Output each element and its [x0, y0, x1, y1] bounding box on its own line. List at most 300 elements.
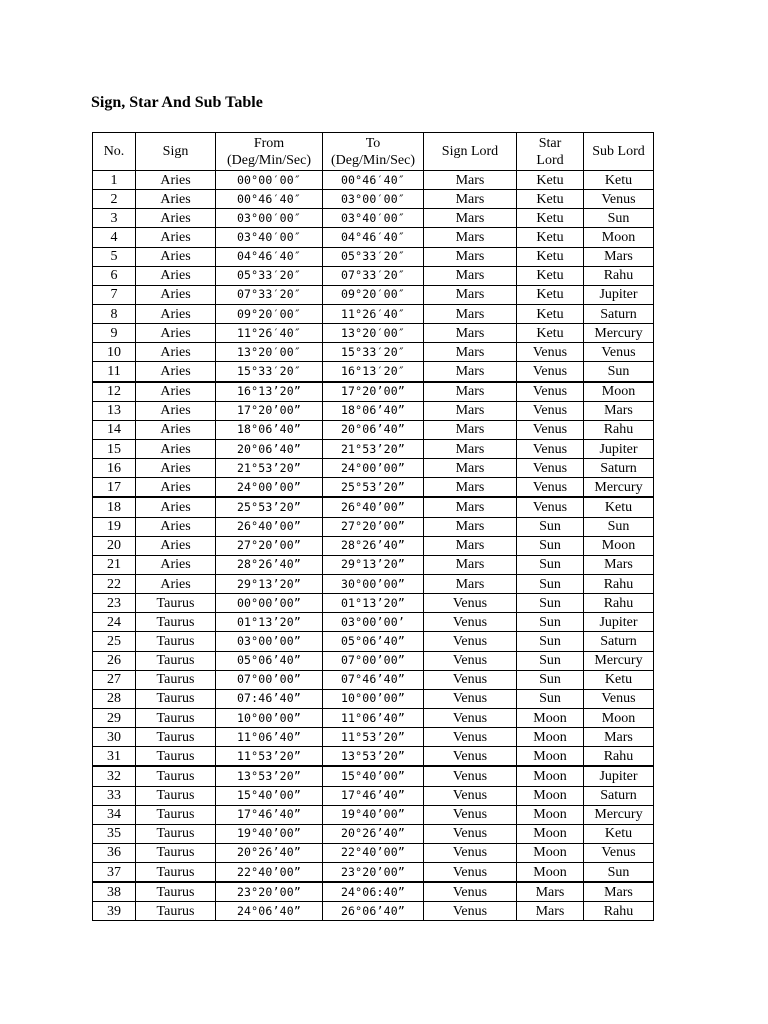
- sign-cell: Aries: [136, 171, 216, 190]
- to-cell: 23°20’00”: [323, 863, 424, 883]
- row-number: 3: [93, 209, 136, 228]
- sub-lord-cell: Venus: [584, 190, 654, 209]
- table-row: [93, 843, 654, 862]
- from-cell: 27°20’00”: [216, 536, 323, 555]
- table-row: [93, 190, 654, 209]
- from-cell: 04°46′40″: [216, 247, 323, 266]
- header-sub-lord-label: Sub Lord: [592, 144, 645, 159]
- from-cell: 17°20’00”: [216, 401, 323, 420]
- to-cell: 28°26’40”: [323, 536, 424, 555]
- row-number: 11: [93, 362, 136, 382]
- row-number: 2: [93, 190, 136, 209]
- star-lord-cell: Moon: [517, 824, 584, 843]
- row-number: 22: [93, 574, 136, 593]
- star-lord-cell: Venus: [517, 401, 584, 420]
- sign-cell: Aries: [136, 190, 216, 209]
- to-cell: 25°53’20”: [323, 478, 424, 498]
- to-cell: 19°40’00”: [323, 805, 424, 824]
- sub-lord-cell: Saturn: [584, 786, 654, 805]
- sub-lord-cell: Rahu: [584, 594, 654, 613]
- header-sign-lord: [424, 133, 517, 171]
- row-number: 6: [93, 266, 136, 285]
- star-lord-cell: Sun: [517, 555, 584, 574]
- from-cell: 28°26’40”: [216, 555, 323, 574]
- from-cell: 11°06’40”: [216, 728, 323, 747]
- row-number: 28: [93, 689, 136, 708]
- table-row: [93, 228, 654, 247]
- to-cell: 07°46’40”: [323, 670, 424, 689]
- from-cell: 05°33′20″: [216, 266, 323, 285]
- sub-lord-cell: Rahu: [584, 420, 654, 439]
- from-cell: 11°26′40″: [216, 324, 323, 343]
- sign-lord-cell: Venus: [424, 651, 517, 670]
- sign-lord-cell: Mars: [424, 247, 517, 266]
- sign-cell: Aries: [136, 247, 216, 266]
- from-cell: 24°00’00”: [216, 478, 323, 498]
- from-cell: 17°46’40”: [216, 805, 323, 824]
- header-no-label: No.: [103, 144, 125, 159]
- sign-lord-cell: Venus: [424, 766, 517, 786]
- from-cell: 03°40′00″: [216, 228, 323, 247]
- header-row: [93, 133, 654, 171]
- sub-lord-cell: Sun: [584, 362, 654, 382]
- sign-lord-cell: Venus: [424, 594, 517, 613]
- sign-cell: Taurus: [136, 689, 216, 708]
- table-row: [93, 401, 654, 420]
- sign-lord-cell: Venus: [424, 689, 517, 708]
- table-row: [93, 555, 654, 574]
- table-row: [93, 574, 654, 593]
- sign-lord-cell: Venus: [424, 632, 517, 651]
- page-title: Sign, Star And Sub Table: [91, 94, 263, 111]
- to-cell: 26°06’40”: [323, 902, 424, 921]
- to-cell: 15°33′20″: [323, 343, 424, 362]
- from-cell: 00°00′00″: [216, 171, 323, 190]
- row-number: 1: [93, 171, 136, 190]
- star-lord-cell: Moon: [517, 805, 584, 824]
- sign-cell: Taurus: [136, 786, 216, 805]
- sub-lord-cell: Mars: [584, 882, 654, 902]
- sub-lord-cell: Ketu: [584, 497, 654, 517]
- to-cell: 07°33′20″: [323, 266, 424, 285]
- header-sign-lord-label: Sign Lord: [441, 144, 499, 159]
- sub-lord-cell: Rahu: [584, 574, 654, 593]
- row-number: 36: [93, 843, 136, 862]
- from-cell: 25°53’20”: [216, 497, 323, 517]
- sign-lord-cell: Mars: [424, 401, 517, 420]
- from-cell: 15°40’00”: [216, 786, 323, 805]
- star-lord-cell: Ketu: [517, 171, 584, 190]
- sub-lord-cell: Rahu: [584, 747, 654, 767]
- table-row: [93, 517, 654, 536]
- to-cell: 09°20′00″: [323, 285, 424, 304]
- table-row: [93, 594, 654, 613]
- star-lord-cell: Mars: [517, 902, 584, 921]
- sign-lord-cell: Mars: [424, 266, 517, 285]
- sign-cell: Taurus: [136, 824, 216, 843]
- sign-lord-cell: Mars: [424, 209, 517, 228]
- star-lord-cell: Ketu: [517, 228, 584, 247]
- sub-lord-cell: Mercury: [584, 651, 654, 670]
- sign-cell: Taurus: [136, 632, 216, 651]
- sign-lord-cell: Venus: [424, 708, 517, 727]
- table-row: [93, 902, 654, 921]
- table-row: [93, 171, 654, 190]
- sub-lord-cell: Saturn: [584, 304, 654, 323]
- sign-lord-cell: Venus: [424, 786, 517, 805]
- star-lord-cell: Sun: [517, 670, 584, 689]
- star-lord-cell: Moon: [517, 708, 584, 727]
- to-cell: 11°26′40″: [323, 304, 424, 323]
- sign-lord-cell: Mars: [424, 555, 517, 574]
- table-row: [93, 536, 654, 555]
- sign-lord-cell: Venus: [424, 613, 517, 632]
- header-no: [93, 133, 136, 171]
- sign-lord-cell: Mars: [424, 382, 517, 402]
- row-number: 35: [93, 824, 136, 843]
- sign-lord-cell: Mars: [424, 517, 517, 536]
- table-row: [93, 459, 654, 478]
- star-lord-cell: Moon: [517, 747, 584, 767]
- header-to: [323, 133, 424, 171]
- table-row: [93, 285, 654, 304]
- sign-lord-cell: Mars: [424, 285, 517, 304]
- row-number: 32: [93, 766, 136, 786]
- star-lord-cell: Sun: [517, 632, 584, 651]
- sign-lord-cell: Mars: [424, 343, 517, 362]
- sub-lord-cell: Moon: [584, 708, 654, 727]
- sign-cell: Aries: [136, 285, 216, 304]
- sign-cell: Aries: [136, 266, 216, 285]
- header-to-label: To: [365, 135, 381, 151]
- from-cell: 05°06’40”: [216, 651, 323, 670]
- to-cell: 20°26’40”: [323, 824, 424, 843]
- from-cell: 11°53’20”: [216, 747, 323, 767]
- star-lord-cell: Venus: [517, 343, 584, 362]
- sign-cell: Taurus: [136, 863, 216, 883]
- table-header: [93, 133, 654, 171]
- star-lord-cell: Sun: [517, 651, 584, 670]
- from-cell: 24°06’40”: [216, 902, 323, 921]
- to-cell: 07°00’00”: [323, 651, 424, 670]
- to-cell: 22°40’00”: [323, 843, 424, 862]
- sign-cell: Taurus: [136, 882, 216, 902]
- to-cell: 10°00’00”: [323, 689, 424, 708]
- sign-lord-cell: Mars: [424, 324, 517, 343]
- header-from-label: From: [253, 135, 285, 151]
- sub-lord-cell: Ketu: [584, 824, 654, 843]
- sign-cell: Taurus: [136, 594, 216, 613]
- row-number: 23: [93, 594, 136, 613]
- sub-lord-cell: Ketu: [584, 171, 654, 190]
- to-cell: 00°46′40″: [323, 171, 424, 190]
- row-number: 5: [93, 247, 136, 266]
- to-cell: 16°13′20″: [323, 362, 424, 382]
- table-row: [93, 343, 654, 362]
- sign-cell: Taurus: [136, 747, 216, 767]
- sign-lord-cell: Mars: [424, 190, 517, 209]
- from-cell: 20°06’40”: [216, 439, 323, 458]
- row-number: 18: [93, 497, 136, 517]
- sign-lord-cell: Venus: [424, 863, 517, 883]
- sign-lord-cell: Mars: [424, 478, 517, 498]
- to-cell: 24°00’00”: [323, 459, 424, 478]
- sub-lord-cell: Venus: [584, 343, 654, 362]
- table-row: [93, 882, 654, 902]
- table-row: [93, 266, 654, 285]
- table-row: [93, 362, 654, 382]
- from-cell: 13°53’20”: [216, 766, 323, 786]
- sign-cell: Aries: [136, 382, 216, 402]
- sub-lord-cell: Jupiter: [584, 613, 654, 632]
- table-row: [93, 304, 654, 323]
- to-cell: 11°53’20”: [323, 728, 424, 747]
- sub-lord-cell: Mercury: [584, 324, 654, 343]
- sub-lord-cell: Ketu: [584, 670, 654, 689]
- sign-cell: Taurus: [136, 651, 216, 670]
- row-number: 13: [93, 401, 136, 420]
- to-cell: 17°46’40”: [323, 786, 424, 805]
- sign-cell: Aries: [136, 478, 216, 498]
- table-body: [93, 171, 654, 921]
- sub-lord-cell: Mercury: [584, 478, 654, 498]
- to-cell: 03°00’00’: [323, 613, 424, 632]
- to-cell: 13°20′00″: [323, 324, 424, 343]
- table-row: [93, 478, 654, 498]
- sign-cell: Taurus: [136, 902, 216, 921]
- star-lord-cell: Venus: [517, 439, 584, 458]
- table-row: [93, 632, 654, 651]
- to-cell: 18°06’40”: [323, 401, 424, 420]
- star-lord-cell: Moon: [517, 728, 584, 747]
- sign-lord-cell: Venus: [424, 805, 517, 824]
- table-row: [93, 824, 654, 843]
- sub-lord-cell: Saturn: [584, 632, 654, 651]
- header-star-lord-line2: Lord: [536, 152, 564, 168]
- sub-lord-cell: Rahu: [584, 266, 654, 285]
- from-cell: 29°13’20”: [216, 574, 323, 593]
- from-cell: 03°00’00”: [216, 632, 323, 651]
- table-row: [93, 728, 654, 747]
- from-cell: 20°26’40”: [216, 843, 323, 862]
- to-cell: 11°06’40”: [323, 708, 424, 727]
- sign-cell: Aries: [136, 228, 216, 247]
- table-row: [93, 420, 654, 439]
- to-cell: 15°40’00”: [323, 766, 424, 786]
- sub-lord-cell: Mars: [584, 555, 654, 574]
- from-cell: 21°53’20”: [216, 459, 323, 478]
- sign-lord-cell: Mars: [424, 228, 517, 247]
- sign-cell: Aries: [136, 459, 216, 478]
- row-number: 29: [93, 708, 136, 727]
- to-cell: 29°13’20”: [323, 555, 424, 574]
- star-lord-cell: Venus: [517, 420, 584, 439]
- header-sign: [136, 133, 216, 171]
- sign-cell: Aries: [136, 209, 216, 228]
- to-cell: 05°33′20″: [323, 247, 424, 266]
- sub-lord-cell: Moon: [584, 228, 654, 247]
- to-cell: 01°13’20”: [323, 594, 424, 613]
- row-number: 12: [93, 382, 136, 402]
- from-cell: 00°00’00”: [216, 594, 323, 613]
- sign-cell: Taurus: [136, 843, 216, 862]
- from-cell: 00°46′40″: [216, 190, 323, 209]
- sign-lord-cell: Mars: [424, 574, 517, 593]
- sign-cell: Aries: [136, 439, 216, 458]
- row-number: 27: [93, 670, 136, 689]
- sub-lord-cell: Venus: [584, 689, 654, 708]
- star-lord-cell: Venus: [517, 382, 584, 402]
- to-cell: 04°46′40″: [323, 228, 424, 247]
- from-cell: 22°40’00”: [216, 863, 323, 883]
- star-lord-cell: Sun: [517, 517, 584, 536]
- star-lord-cell: Sun: [517, 594, 584, 613]
- sign-lord-cell: Mars: [424, 171, 517, 190]
- from-cell: 16°13’20”: [216, 382, 323, 402]
- header-sub-lord: [584, 133, 654, 171]
- to-cell: 30°00’00”: [323, 574, 424, 593]
- row-number: 4: [93, 228, 136, 247]
- sign-cell: Taurus: [136, 708, 216, 727]
- sign-cell: Aries: [136, 555, 216, 574]
- to-cell: 27°20’00”: [323, 517, 424, 536]
- star-lord-cell: Ketu: [517, 324, 584, 343]
- table-row: [93, 439, 654, 458]
- sign-lord-cell: Venus: [424, 843, 517, 862]
- table-row: [93, 613, 654, 632]
- sub-lord-cell: Rahu: [584, 902, 654, 921]
- row-number: 25: [93, 632, 136, 651]
- row-number: 26: [93, 651, 136, 670]
- header-star-lord-line1: Star: [538, 135, 562, 151]
- table-row: [93, 747, 654, 767]
- table-row: [93, 766, 654, 786]
- sign-cell: Aries: [136, 574, 216, 593]
- from-cell: 23°20’00”: [216, 882, 323, 902]
- sub-lord-cell: Mars: [584, 247, 654, 266]
- star-lord-cell: Moon: [517, 786, 584, 805]
- sub-lord-cell: Jupiter: [584, 766, 654, 786]
- sign-lord-cell: Venus: [424, 902, 517, 921]
- star-lord-cell: Ketu: [517, 304, 584, 323]
- sign-cell: Taurus: [136, 728, 216, 747]
- sign-lord-cell: Venus: [424, 747, 517, 767]
- sign-star-sub-table: [92, 132, 654, 921]
- row-number: 31: [93, 747, 136, 767]
- star-lord-cell: Venus: [517, 497, 584, 517]
- from-cell: 09°20′00″: [216, 304, 323, 323]
- header-star-lord: [517, 133, 584, 171]
- sign-lord-cell: Mars: [424, 536, 517, 555]
- table-row: [93, 324, 654, 343]
- header-to-unit: (Deg/Min/Sec): [331, 152, 415, 168]
- sign-cell: Taurus: [136, 670, 216, 689]
- sign-lord-cell: Venus: [424, 728, 517, 747]
- sign-cell: Aries: [136, 420, 216, 439]
- to-cell: 03°40′00″: [323, 209, 424, 228]
- sign-cell: Aries: [136, 401, 216, 420]
- sub-lord-cell: Mercury: [584, 805, 654, 824]
- star-lord-cell: Ketu: [517, 209, 584, 228]
- row-number: 39: [93, 902, 136, 921]
- row-number: 17: [93, 478, 136, 498]
- from-cell: 07:46’40”: [216, 689, 323, 708]
- to-cell: 03°00′00″: [323, 190, 424, 209]
- star-lord-cell: Ketu: [517, 190, 584, 209]
- sign-cell: Aries: [136, 517, 216, 536]
- star-lord-cell: Venus: [517, 362, 584, 382]
- sub-lord-cell: Jupiter: [584, 439, 654, 458]
- table-row: [93, 247, 654, 266]
- star-lord-cell: Moon: [517, 843, 584, 862]
- row-number: 16: [93, 459, 136, 478]
- from-cell: 10°00’00”: [216, 708, 323, 727]
- sign-lord-cell: Mars: [424, 497, 517, 517]
- sign-cell: Taurus: [136, 613, 216, 632]
- star-lord-cell: Moon: [517, 766, 584, 786]
- to-cell: 26°40’00”: [323, 497, 424, 517]
- sub-lord-cell: Jupiter: [584, 285, 654, 304]
- header-from-unit: (Deg/Min/Sec): [227, 152, 311, 168]
- sub-lord-cell: Venus: [584, 843, 654, 862]
- table-row: [93, 497, 654, 517]
- sign-lord-cell: Venus: [424, 824, 517, 843]
- sign-cell: Aries: [136, 324, 216, 343]
- row-number: 14: [93, 420, 136, 439]
- star-lord-cell: Moon: [517, 863, 584, 883]
- to-cell: 21°53’20”: [323, 439, 424, 458]
- table-row: [93, 689, 654, 708]
- from-cell: 18°06’40”: [216, 420, 323, 439]
- row-number: 20: [93, 536, 136, 555]
- sign-lord-cell: Mars: [424, 459, 517, 478]
- row-number: 8: [93, 304, 136, 323]
- table-row: [93, 651, 654, 670]
- sign-lord-cell: Mars: [424, 420, 517, 439]
- sign-cell: Aries: [136, 362, 216, 382]
- sign-cell: Taurus: [136, 766, 216, 786]
- from-cell: 13°20′00″: [216, 343, 323, 362]
- from-cell: 26°40’00”: [216, 517, 323, 536]
- sign-lord-cell: Venus: [424, 882, 517, 902]
- to-cell: 05°06’40”: [323, 632, 424, 651]
- table-row: [93, 708, 654, 727]
- table-row: [93, 786, 654, 805]
- sub-lord-cell: Mars: [584, 401, 654, 420]
- sign-cell: Taurus: [136, 805, 216, 824]
- from-cell: 03°00′00″: [216, 209, 323, 228]
- sign-cell: Aries: [136, 497, 216, 517]
- header-sign-label: Sign: [162, 144, 189, 159]
- star-lord-cell: Sun: [517, 613, 584, 632]
- sub-lord-cell: Sun: [584, 863, 654, 883]
- row-number: 7: [93, 285, 136, 304]
- row-number: 38: [93, 882, 136, 902]
- star-lord-cell: Mars: [517, 882, 584, 902]
- sign-lord-cell: Mars: [424, 304, 517, 323]
- to-cell: 24°06:40”: [323, 882, 424, 902]
- sub-lord-cell: Sun: [584, 209, 654, 228]
- sign-cell: Aries: [136, 304, 216, 323]
- sign-cell: Aries: [136, 536, 216, 555]
- star-lord-cell: Sun: [517, 536, 584, 555]
- row-number: 9: [93, 324, 136, 343]
- header-from: [216, 133, 323, 171]
- row-number: 30: [93, 728, 136, 747]
- star-lord-cell: Sun: [517, 574, 584, 593]
- table-row: [93, 805, 654, 824]
- table-row: [93, 863, 654, 883]
